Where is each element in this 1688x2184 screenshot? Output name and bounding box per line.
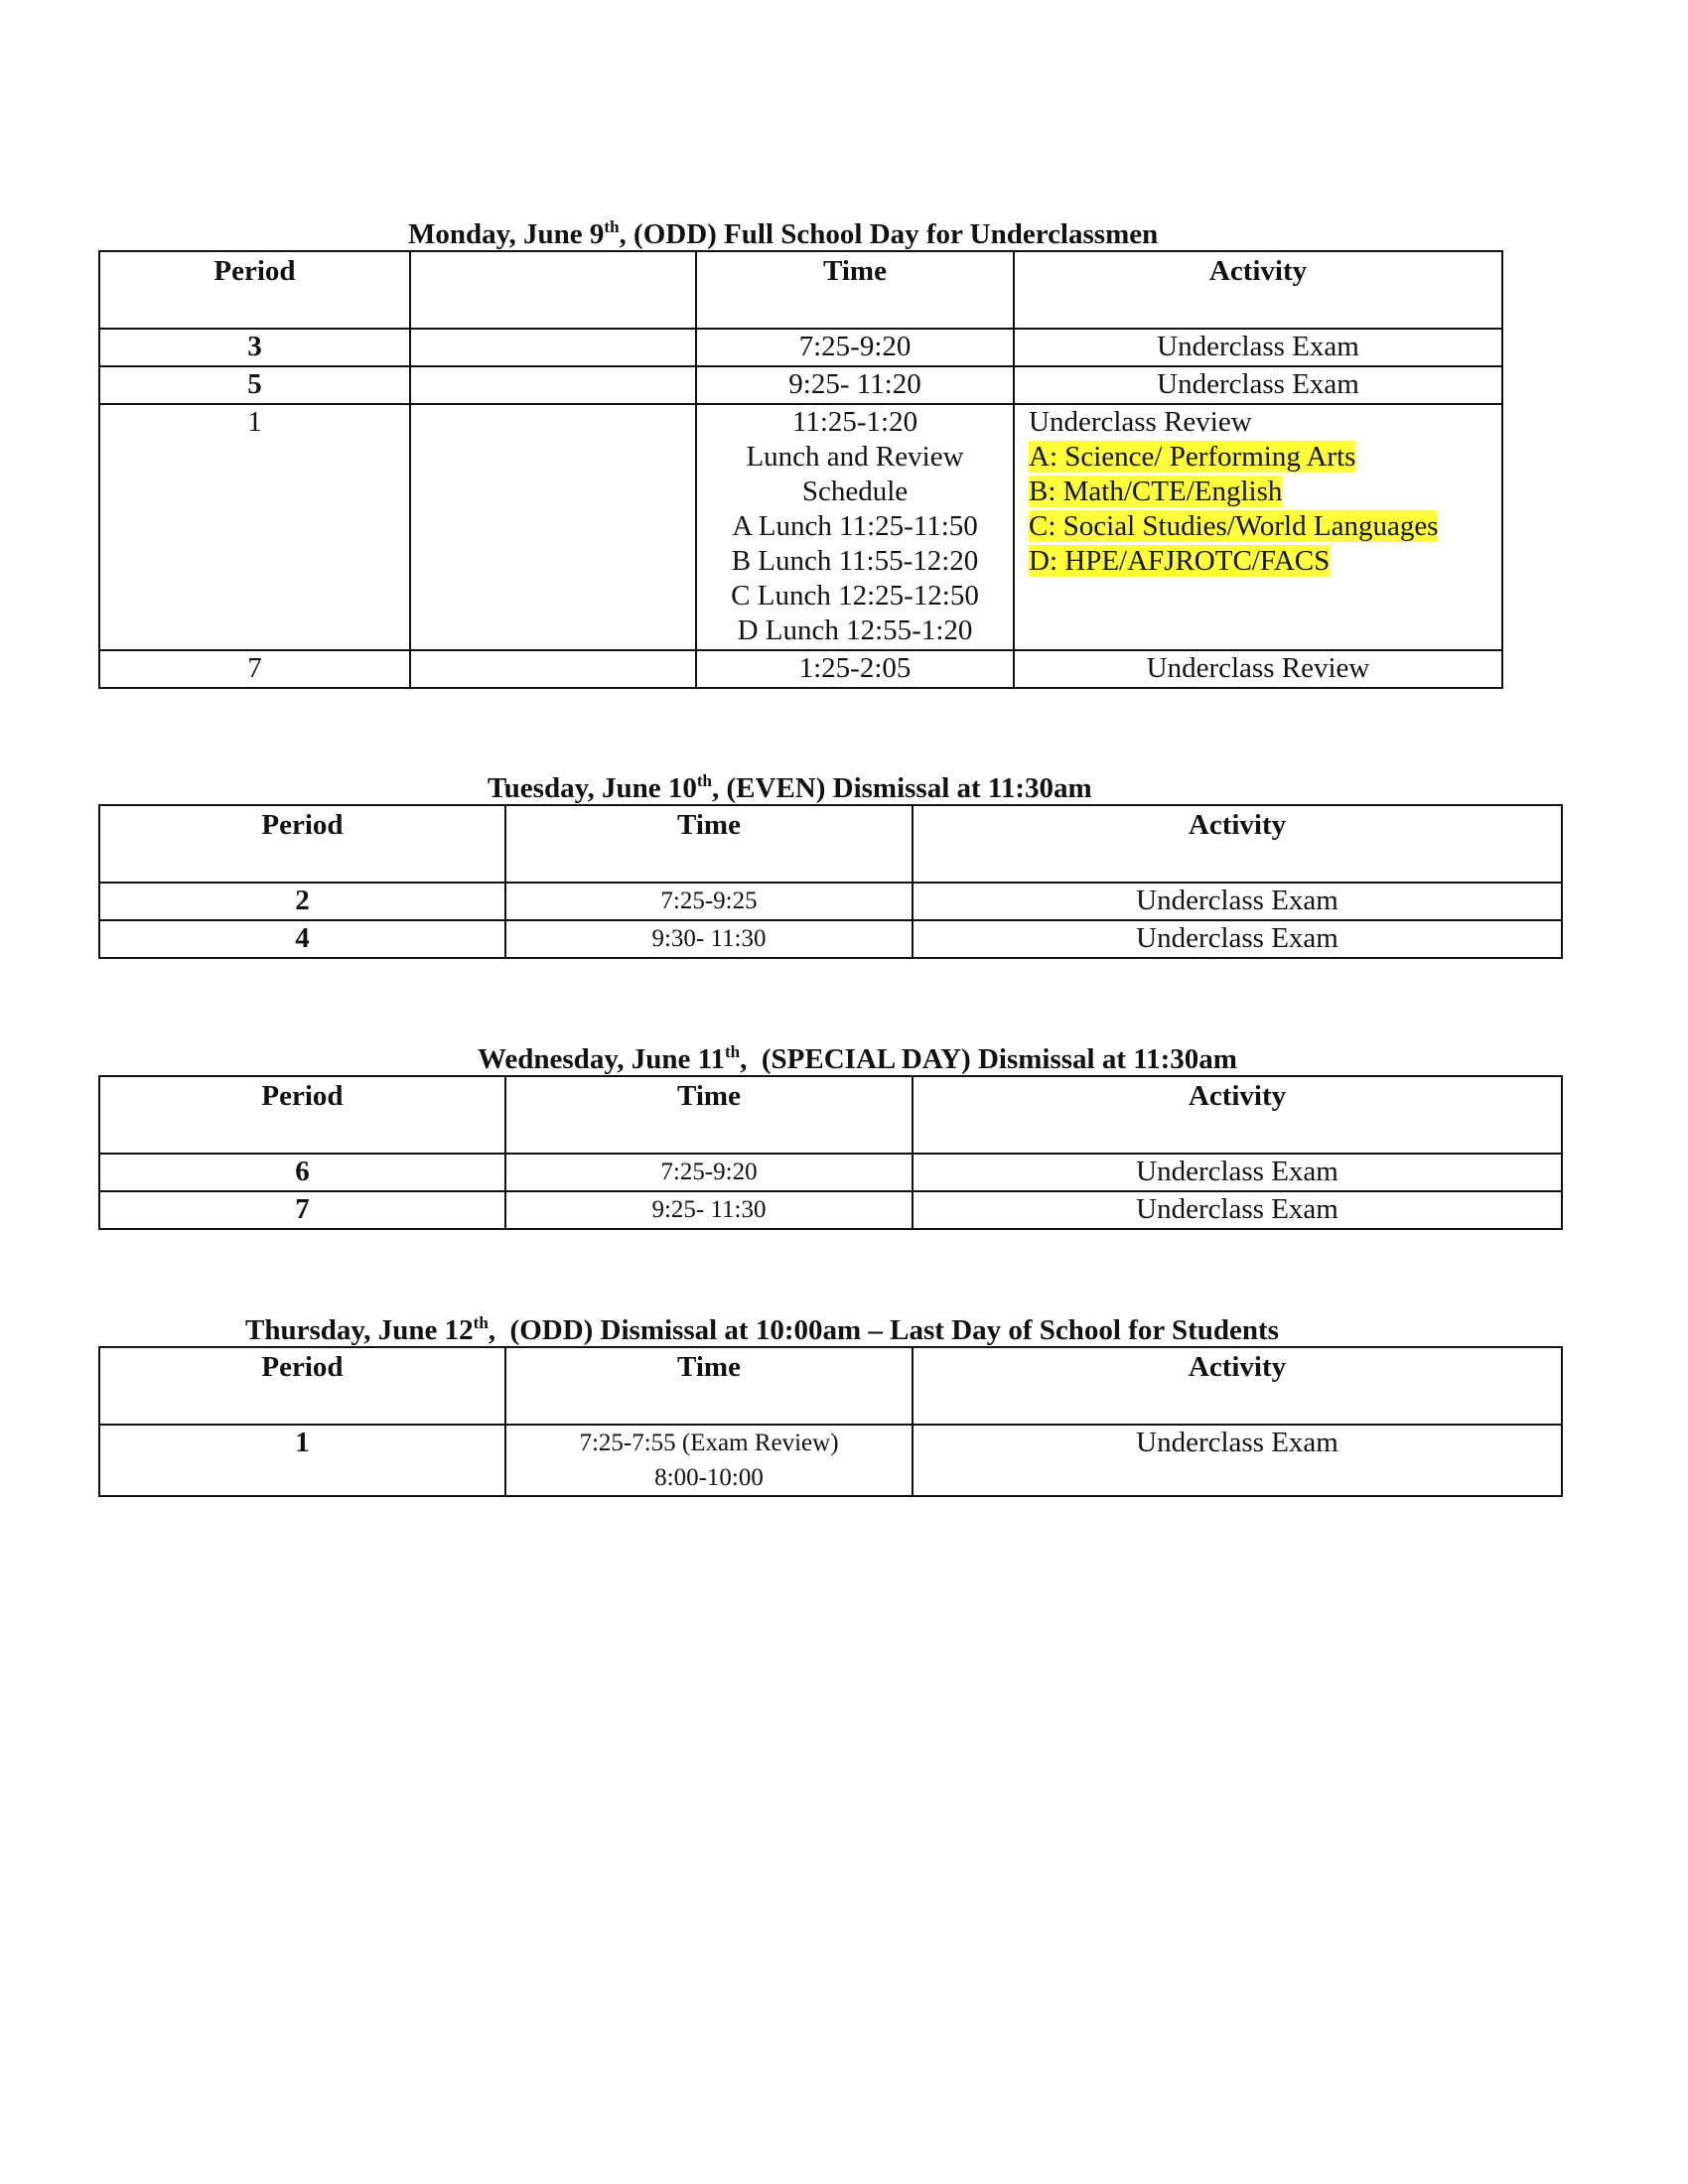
table-row [99,1191,1562,1229]
table-header-row [99,1347,1562,1425]
period-cell: 3 [99,329,410,366]
time-cell [505,1425,913,1496]
period-cell: 1 [99,404,410,650]
time-line: Lunch and Review [746,441,964,473]
header-activity: Activity [913,1347,1562,1425]
table-row [99,366,1502,404]
activity-cell: Underclass Exam [1014,366,1502,404]
period-cell: 1 [99,1425,505,1496]
wednesday-title [478,1042,1237,1075]
monday-title-pre: Monday, June 9 [408,218,605,250]
activity-cell: Underclass Exam [913,1191,1562,1229]
time-line: 11:25-1:20 [791,406,918,438]
highlighted-activity-line: B: Math/CTE/English [1029,476,1283,507]
wednesday-schedule-table [98,1075,1563,1230]
header-period: Period [99,805,505,883]
thursday-title [245,1313,1279,1346]
tuesday-title [488,771,1092,804]
table-header-row [99,251,1502,329]
wednesday-title-pre: Wednesday, June 11 [478,1043,725,1075]
table-row [99,883,1562,920]
table-row [99,404,1502,650]
table-row [99,650,1502,688]
highlighted-activity-line: D: HPE/AFJROTC/FACS [1029,545,1331,577]
blank-cell [410,329,696,366]
table-header-row [99,805,1562,883]
time-cell: 7:25-9:20 [696,329,1014,366]
period-cell: 4 [99,920,505,958]
tuesday-title-post: , (EVEN) Dismissal at 11:30am [712,772,1092,804]
highlighted-activity-line: A: Science/ Performing Arts [1029,441,1356,473]
header-period: Period [99,1347,505,1425]
blank-cell [410,650,696,688]
highlighted-activity-line: C: Social Studies/World Languages [1029,510,1439,542]
period-cell: 7 [99,650,410,688]
time-cell: 9:25- 11:20 [696,366,1014,404]
period-cell: 5 [99,366,410,404]
activity-cell: Underclass Exam [913,883,1562,920]
activity-cell: Underclass Review [1014,650,1502,688]
time-line: B Lunch 11:55-12:20 [731,545,979,577]
monday-title-sup: th [604,217,620,236]
blank-cell [410,404,696,650]
thursday-title-sup: th [473,1313,489,1332]
table-row [99,920,1562,958]
wednesday-title-post: , (SPECIAL DAY) Dismissal at 11:30am [740,1043,1237,1075]
table-row [99,329,1502,366]
time-cell: 9:25- 11:30 [505,1191,913,1229]
activity-cell: Underclass Exam [913,1425,1562,1496]
time-line: 8:00-10:00 [654,1464,764,1491]
activity-cell: Underclass Exam [913,1154,1562,1191]
header-period: Period [99,1076,505,1154]
activity-cell: Underclass Exam [913,920,1562,958]
monday-title [408,217,1159,250]
header-activity: Activity [1014,251,1502,329]
header-blank [410,251,696,329]
blank-cell [410,366,696,404]
header-time: Time [696,251,1014,329]
activity-cell: Underclass Exam [1014,329,1502,366]
table-header-row [99,1076,1562,1154]
time-cell: 9:30- 11:30 [505,920,913,958]
wednesday-title-sup: th [725,1042,741,1061]
tuesday-title-sup: th [696,771,712,790]
activity-cell [1014,404,1502,650]
time-line: Schedule [801,476,909,507]
period-cell: 2 [99,883,505,920]
table-row [99,1425,1562,1496]
header-period: Period [99,251,410,329]
header-activity: Activity [913,1076,1562,1154]
header-time: Time [505,805,913,883]
time-line: A Lunch 11:25-11:50 [732,510,978,542]
time-line: C Lunch 12:25-12:50 [731,580,979,612]
thursday-title-pre: Thursday, June 12 [245,1314,474,1346]
period-cell: 7 [99,1191,505,1229]
header-time: Time [505,1076,913,1154]
thursday-title-post: , (ODD) Dismissal at 10:00am – Last Day of School for Students [488,1314,1279,1346]
thursday-schedule-table [98,1346,1563,1497]
monday-schedule-table [98,250,1503,689]
time-line: 7:25-7:55 (Exam Review) [579,1430,839,1456]
header-time: Time [505,1347,913,1425]
table-row [99,1154,1562,1191]
activity-title: Underclass Review [1029,406,1252,438]
monday-title-post: , (ODD) Full School Day for Underclassmen [619,218,1159,250]
time-cell: 1:25-2:05 [696,650,1014,688]
tuesday-title-pre: Tuesday, June 10 [488,772,697,804]
tuesday-schedule-table [98,804,1563,959]
time-cell: 7:25-9:25 [505,883,913,920]
time-line: D Lunch 12:55-1:20 [737,614,973,646]
period-cell: 6 [99,1154,505,1191]
time-cell [696,404,1014,650]
header-activity: Activity [913,805,1562,883]
time-cell: 7:25-9:20 [505,1154,913,1191]
